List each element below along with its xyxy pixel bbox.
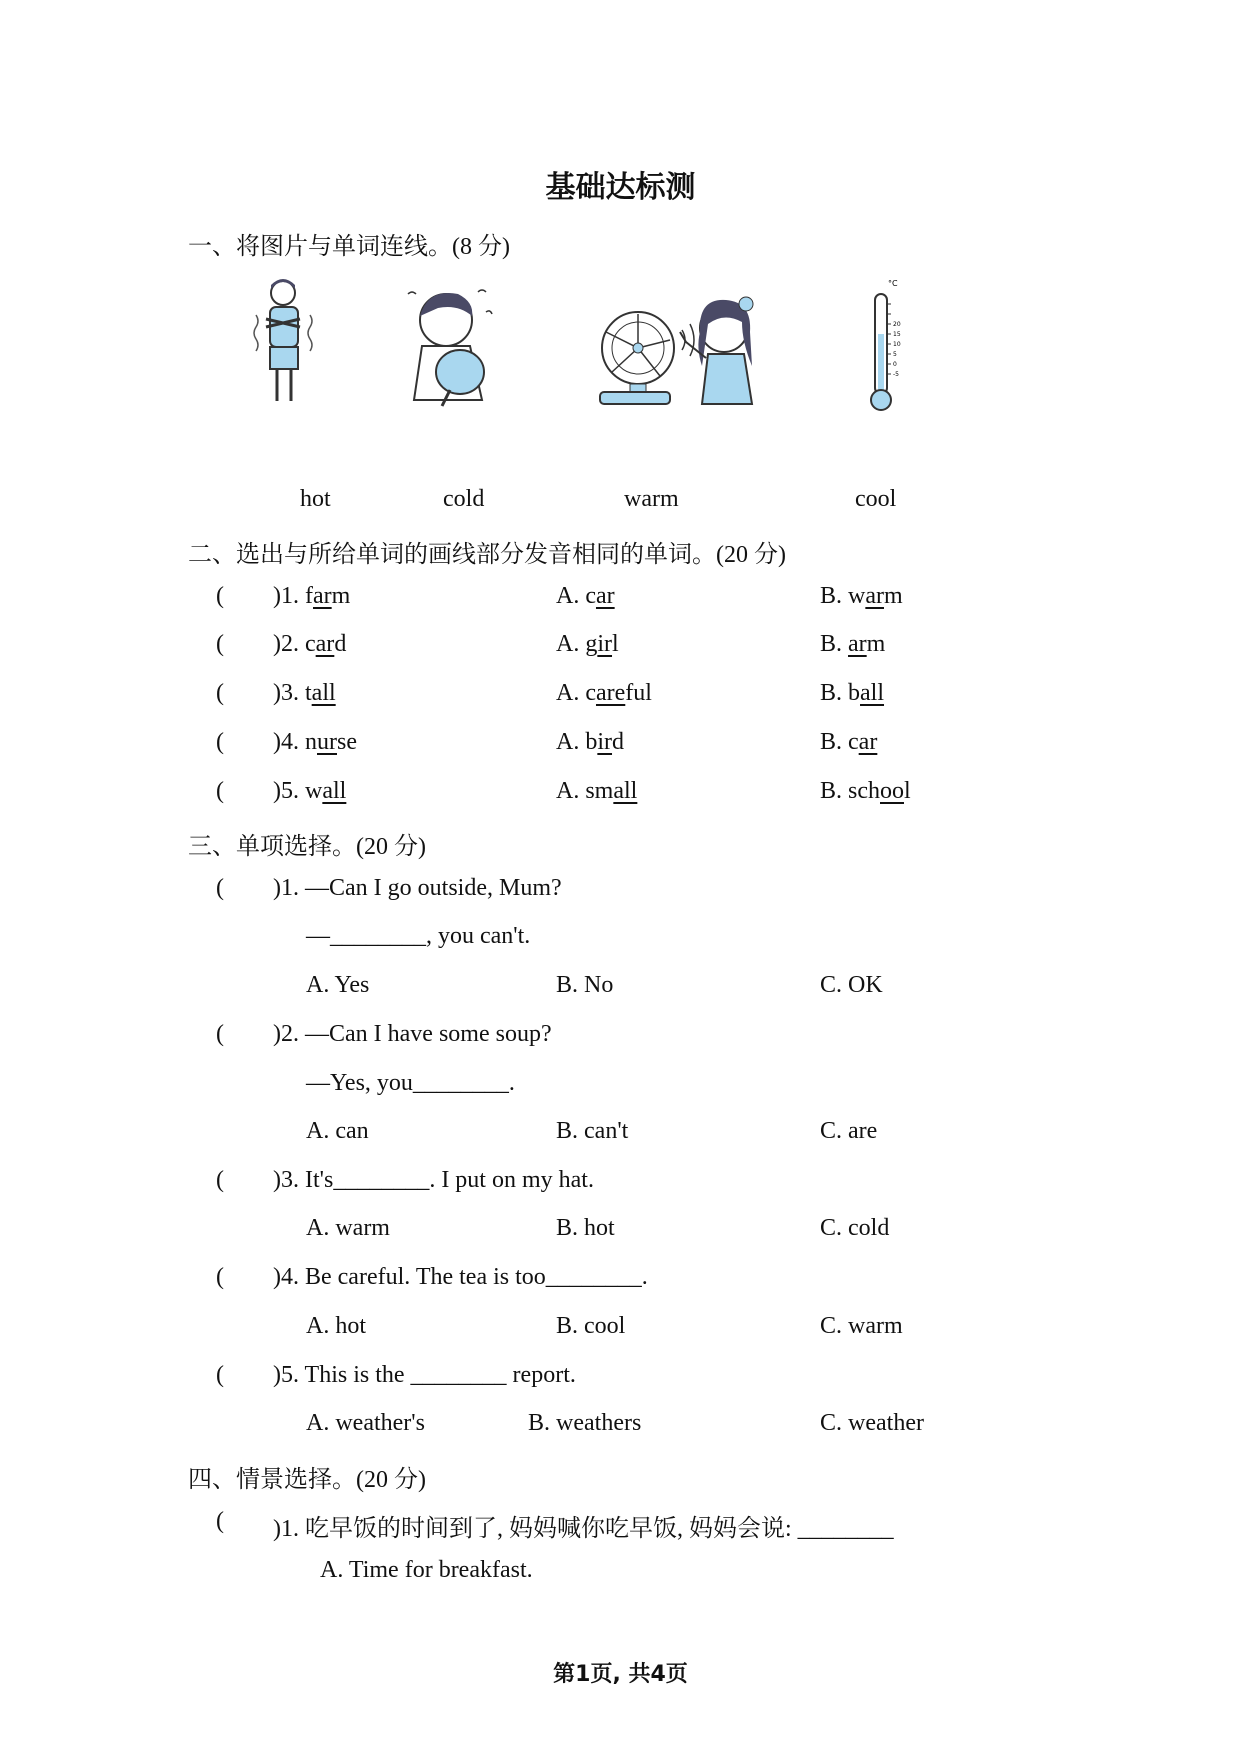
word-part: t [305,680,312,706]
section-4-heading: 四、情景选择。(20 分) [188,1467,426,1493]
word-part: m [884,583,903,609]
word-part: d [334,631,347,657]
underlined-letters: oo [880,778,904,804]
page-footer: 第1页, 共4页 [553,1662,688,1687]
tick-label: 5 [893,351,897,358]
option-a: A. can [306,1118,369,1144]
tick-label: 10 [893,341,901,348]
word-part: )1. [273,583,305,609]
word-part: B. [820,631,849,657]
option-c: C. weather [820,1410,924,1436]
answer-paren[interactable]: ( [216,875,224,901]
word-part: B. c [820,729,859,755]
hot-boy-fan-image [398,282,508,412]
question-stem: )5. This is the ________ report. [273,1362,576,1388]
answer-paren[interactable]: ( [216,1021,224,1047]
given-word [273,680,336,707]
option-b: B. weathers [528,1410,642,1436]
word-part: A. b [556,729,598,755]
word-part: ful [625,680,652,706]
word-part: A. g [556,631,598,657]
underlined-letters: all [322,778,347,804]
option-a: A. Yes [306,972,370,998]
word-part: B. b [820,680,861,706]
question-line: —Yes, you________. [306,1070,515,1096]
tick-label: 0 [893,361,897,368]
cold-boy-image [250,275,320,415]
word-part: m [331,583,351,609]
tick-label: 20 [893,321,901,328]
word-part: w [305,778,323,804]
given-word [273,729,357,756]
underlined-letters: all [311,680,336,706]
word-cold: cold [443,486,485,512]
option-a [556,778,637,805]
underlined-letters: ar [315,631,335,657]
answer-paren[interactable]: ( [216,1508,224,1534]
given-word [273,583,350,610]
question-stem: )4. Be careful. The tea is too________. [273,1264,648,1290]
word-part: d [612,729,625,755]
option-a [556,680,652,707]
option-c: C. cold [820,1215,890,1241]
question-stem: )1. —Can I go outside, Mum? [273,875,562,901]
option-b [820,680,884,707]
underlined-letters: ar [848,631,867,657]
option-a: A. weather's [306,1410,425,1436]
word-hot: hot [300,486,331,512]
underlined-letters: are [595,680,626,706]
word-part: B. sch [820,778,880,804]
word-part: se [337,729,357,755]
tick-label: 15 [893,331,901,338]
answer-paren[interactable]: ( [216,729,224,755]
given-word [273,631,346,658]
word-part: c [305,631,316,657]
word-warm: warm [624,486,679,512]
option-c: C. OK [820,972,883,998]
question-stem: )2. —Can I have some soup? [273,1021,552,1047]
option-a: A. warm [306,1215,390,1241]
option-a [556,729,624,756]
answer-paren[interactable]: ( [216,583,224,609]
word-part: A. sm [556,778,614,804]
word-part: f [305,583,313,609]
option-b: B. cool [556,1313,626,1339]
underlined-letters: ar [865,583,884,609]
thermometer-unit: °C [888,279,898,288]
answer-paren[interactable]: ( [216,778,224,804]
word-part: B. w [820,583,866,609]
option-a: A. hot [306,1313,366,1339]
answer-paren[interactable]: ( [216,1167,224,1193]
answer-paren[interactable]: ( [216,631,224,657]
answer-paren[interactable]: ( [216,1362,224,1388]
option-c: C. warm [820,1313,903,1339]
question-line: —________, you can't. [306,923,531,949]
option-c: C. are [820,1118,878,1144]
question-stem: )1. 吃早饭的时间到了, 妈妈喊你吃早饭, 妈妈会说: ________ [273,1516,894,1542]
option-b [820,778,911,805]
word-part: )2. [273,631,305,657]
word-part: )3. [273,680,305,706]
word-part: m [866,631,886,657]
underlined-letters: ar [595,583,615,609]
answer-paren[interactable]: ( [216,680,224,706]
underlined-letters: ar [313,583,332,609]
underlined-letters: all [613,778,638,804]
question-stem: )3. It's________. I put on my hat. [273,1167,594,1193]
tick-label: -5 [893,371,899,378]
option-b: B. No [556,972,614,998]
word-part: )5. [273,778,305,804]
section-3-heading: 三、单项选择。(20 分) [188,834,426,860]
option-a [556,583,615,610]
underlined-letters: all [860,680,885,706]
underlined-letters: ir [597,631,613,657]
section-1-heading: 一、将图片与单词连线。(8 分) [188,234,510,260]
option-b: B. can't [556,1118,629,1144]
underlined-letters: ir [597,729,613,755]
option-b [820,583,903,610]
word-cool: cool [855,486,897,512]
section-2-heading: 二、选出与所给单词的画线部分发音相同的单词。(20 分) [188,542,786,568]
option-b [820,631,885,658]
word-part: l [904,778,911,804]
answer-paren[interactable]: ( [216,1264,224,1290]
option-b: B. hot [556,1215,615,1241]
girl-image [672,292,762,410]
underlined-letters: ar [858,729,878,755]
given-word [273,778,346,805]
underlined-letters: ur [317,729,337,755]
word-part: n [305,729,317,755]
option-b [820,729,877,756]
word-part: A. c [556,680,596,706]
word-part: )4. [273,729,305,755]
word-part: A. c [556,583,596,609]
option-a [556,631,619,658]
thermometer-image [860,276,920,416]
word-part: l [612,631,619,657]
page-title: 基础达标测 [545,170,696,205]
option-a: A. Time for breakfast. [320,1557,533,1583]
